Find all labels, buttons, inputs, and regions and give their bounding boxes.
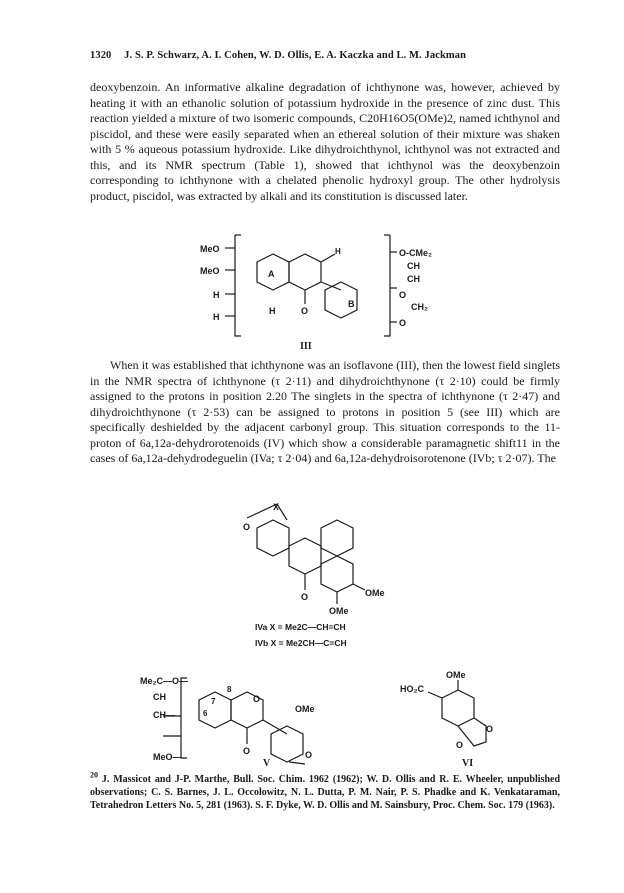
footnote [90, 770, 561, 812]
author-line: J. S. P. Schwarz, A. I. Cohen, W. D. Ollis, E. A. Kaczka and L. M. Jackman [124, 50, 467, 61]
svg-text:H: H [335, 247, 341, 256]
svg-text:VI: VI [462, 758, 474, 768]
running-header [90, 50, 466, 61]
svg-text:O: O [305, 750, 313, 760]
paragraph-2 [90, 358, 560, 467]
structure-V [135, 668, 375, 768]
svg-text:CH: CH [153, 692, 166, 702]
paragraph-1 [90, 80, 560, 204]
svg-text:O: O [243, 522, 251, 532]
svg-text:O: O [253, 694, 261, 704]
svg-text:X: X [273, 502, 280, 512]
svg-text:O: O [301, 306, 309, 316]
structure-VI [390, 668, 510, 768]
svg-text:7: 7 [211, 697, 216, 706]
svg-text:B: B [348, 299, 355, 309]
svg-text:O: O [399, 318, 407, 328]
svg-text:OMe: OMe [295, 704, 315, 714]
svg-text:O: O [456, 740, 464, 750]
svg-text:H: H [213, 312, 220, 322]
structure-IV [215, 498, 415, 648]
svg-text:H: H [213, 290, 220, 300]
svg-text:OMe: OMe [446, 670, 466, 680]
svg-text:CH: CH [407, 261, 420, 271]
svg-text:OMe: OMe [365, 588, 385, 598]
svg-text:CH: CH [407, 274, 420, 284]
svg-text:6: 6 [203, 709, 208, 718]
svg-text:O-CMe₂: O-CMe₂ [399, 248, 432, 258]
footnote-text: J. Massicot and J-P. Marthe, Bull. Soc. Chim. 1962 (1962); W. D. Ollis and R. E. Wheeler, unpublished observations; C. S. Barnes, J. L. Occolowitz, N. L. Dutta, P. M. Nair, P. S. Phadke and K. Venkataraman, Tetrahedron Letters No. 5, 281 (1963). S. F. Dyke, W. D. Ollis and M. Sainsbury, Proc. Chem. Soc. 179 (1963). [90, 774, 561, 811]
svg-text:MeO: MeO [200, 266, 220, 276]
svg-text:O: O [399, 290, 407, 300]
svg-text:O: O [486, 724, 494, 734]
svg-text:HO₂C: HO₂C [400, 684, 424, 694]
footnote-marker: 20 [90, 770, 98, 780]
legend-IVa: IVa X = Me2C—CH=CH [255, 622, 346, 632]
svg-text:MeO: MeO [200, 244, 220, 254]
svg-text:O: O [301, 592, 309, 602]
svg-text:H: H [269, 306, 276, 316]
svg-text:8: 8 [227, 685, 232, 694]
page-number: 1320 [90, 50, 112, 61]
paragraph-2-text: When it was established that ichthynone was an isoflavone (III), then the lowest field singlets in the NMR spectra of ichthynone (τ 2·11) and dihydroichthynone (τ 2·10) could be firmly assigned to the protons in position 2.20 The singlets in the spectra of ichthynone (τ 2·47) and dihydroichthynone (τ 2·53) can be assigned to protons in position 5 (see III) which are specifically deshielded by the adjacent carbonyl group. This situation corresponds to the 11-proton of 6a,12a-dehydrorotenoids (IV) which show a considerable paramagnetic shift11 in the cases of 6a,12a-dehydrodeguelin (IVa; τ 2·04) and 6a,12a-dehydroisorotenone (IVb; τ 2·07). The [90, 358, 560, 465]
svg-text:MeO—: MeO— [153, 752, 182, 762]
legend-IVb: IVb X = Me2CH—C=CH [255, 638, 347, 648]
svg-text:Me₂C—O—: Me₂C—O— [140, 676, 189, 686]
svg-text:III: III [300, 341, 312, 350]
svg-text:V: V [263, 758, 271, 768]
paragraph-1-text: deoxybenzoin. An informative alkaline degradation of ichthynone was, however, achieved by heating it with an ethanolic solution of potassium hydroxide in the presence of zinc dust. This reaction yielded a mixture of two isomeric compounds, C20H16O5(OMe)2, named ichthynol and piscidol, and these were easily separated when an ethereal solution of their mixture was shaken with 5 % aqueous potassium hydroxide. Like dihydroichthynol, ichthynol was not extracted and this, and its NMR spectrum (Table 1), showed that ichthynol was the deoxybenzoin corresponding to ichthynone with a chelated phenolic hydroxyl group. The other hydrolysis product, piscidol, was extracted by alkali and its constitution is discussed later. [90, 80, 560, 203]
svg-text:CH—: CH— [153, 710, 175, 720]
svg-text:CH₂: CH₂ [411, 302, 428, 312]
svg-text:O: O [243, 746, 251, 756]
structure-III [185, 232, 445, 350]
svg-text:OMe: OMe [329, 606, 349, 616]
svg-text:A: A [268, 269, 275, 279]
